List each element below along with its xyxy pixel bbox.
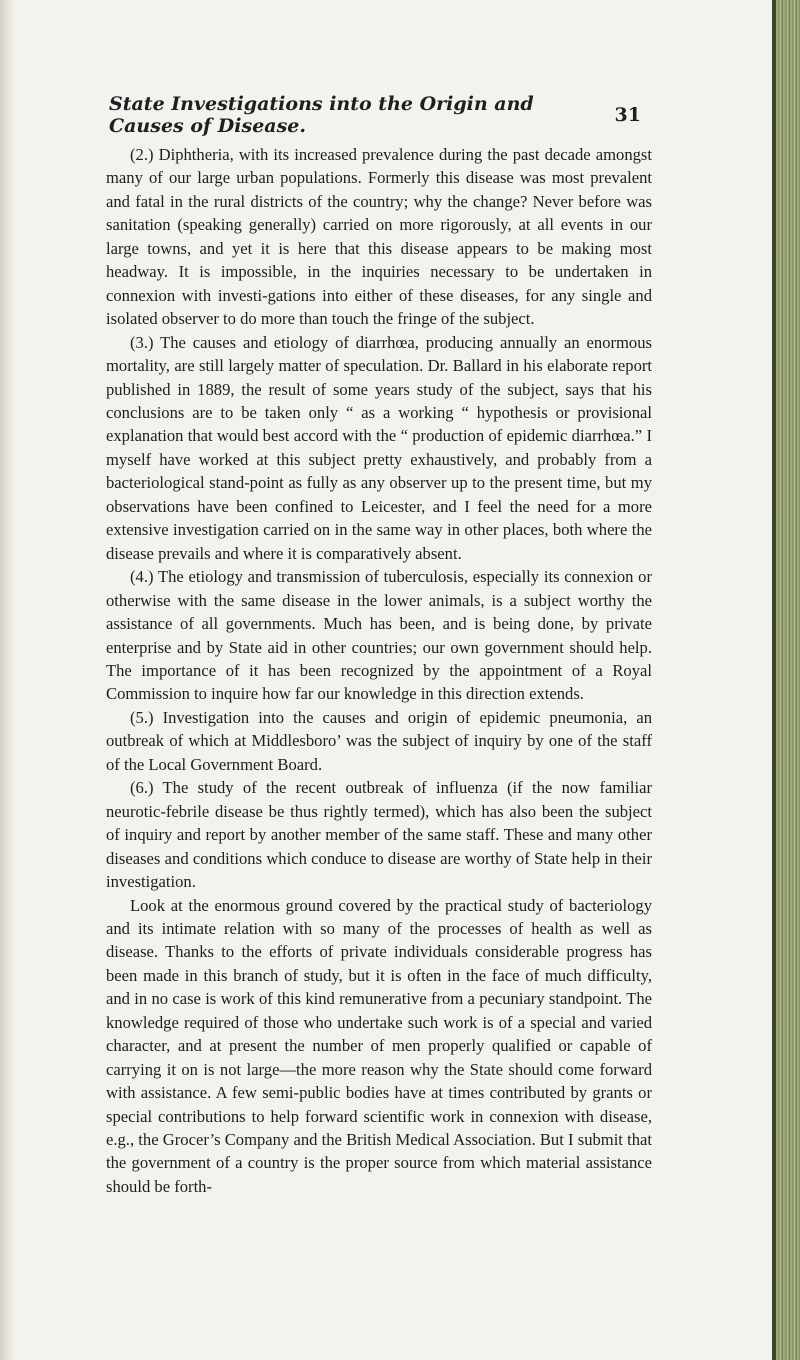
running-header bbox=[109, 93, 641, 137]
paragraph-diphtheria: (2.) Diphtheria, with its increased prevalence during the past decade amongst many of our large urban populations. Formerly this disease was most prevalent and fatal in the rural districts of the country; why the change? Never before was sanitation (speaking generally) carried on more rigorously, at all events in our large towns, and yet it is here that this disease appears to be making most headway. It is impossible, in the inquiries necessary to be undertaken in connexion with investi-gations into either of these diseases, for any single and isolated observer to do more than touch the fringe of the subject. bbox=[106, 145, 652, 329]
paragraph-bacteriology: Look at the enormous ground covered by the practical study of bacteriology and its intimate relation with so many of the processes of health as well as disease. Thanks to the efforts of private individuals considerable progress has been made in this branch of study, but it is often in the face of much difficulty, and in no case is work of this kind remunerative from a pecuniary standpoint. The knowledge required of those who undertake such work is of a special and varied character, and at present the number of men properly qualified or capable of carrying it on is not large—the more reason why the State should come forward with assistance. A few semi-public bodies have at times contributed by grants or special contributions to help forward scientific work in connexion with disease, e.g., the Grocer’s Company and the British Medical Association. But I submit that the government of a country is the proper source from which material assistance should be forth- bbox=[106, 895, 652, 1196]
page-number: 31 bbox=[614, 104, 641, 126]
running-title: State Investigations into the Origin and Causes of Disease. bbox=[109, 93, 534, 137]
paragraph-pneumonia: (5.) Investigation into the causes and origin of epidemic pneumonia, an outbreak of which at Middlesboro’ was the subject of inquiry by one of the staff of the Local Government Board. bbox=[106, 707, 652, 774]
body-text bbox=[106, 143, 652, 1198]
page-edge bbox=[772, 0, 800, 1360]
gutter-shadow bbox=[0, 0, 14, 1360]
page-edge-shadow bbox=[772, 0, 776, 1360]
paragraph-tuberculosis: (4.) The etiology and transmission of tuberculosis, especially its connexion or otherwise with the same disease in the lower animals, is a subject worthy the assistance of all governments. Much has been, and is being done, by private enterprise and by State aid in other countries; our own government should help. The importance of it has been recognized by the appointment of a Royal Commission to inquire how far our knowledge in this direction extends. bbox=[106, 567, 652, 704]
paragraph-diarrhoea: (3.) The causes and etiology of diarrhœa, producing annually an enormous mortality, are still largely matter of speculation. Dr. Ballard in his elaborate report published in 1889, the result of some years study of the subject, says that his conclusions are to be taken only “ as a working “ hypothesis or provisional explanation that would best accord with the “ production of epidemic diarrhœa.” I myself have worked at this subject pretty exhaustively, and probably from a bacteriological stand-point as fully as any observer up to the present time, but my observations have been confined to Leicester, and I feel the need for a more extensive investigation carried on in the same way in other places, both where the disease prevails and where it is comparatively absent. bbox=[106, 332, 652, 563]
paragraph-influenza: (6.) The study of the recent outbreak of influenza (if the now familiar neurotic-febrile disease be thus rightly termed), which has also been the subject of inquiry and report by another member of the same staff. These and many other diseases and conditions which conduce to disease are worthy of State help in their investigation. bbox=[106, 778, 652, 892]
